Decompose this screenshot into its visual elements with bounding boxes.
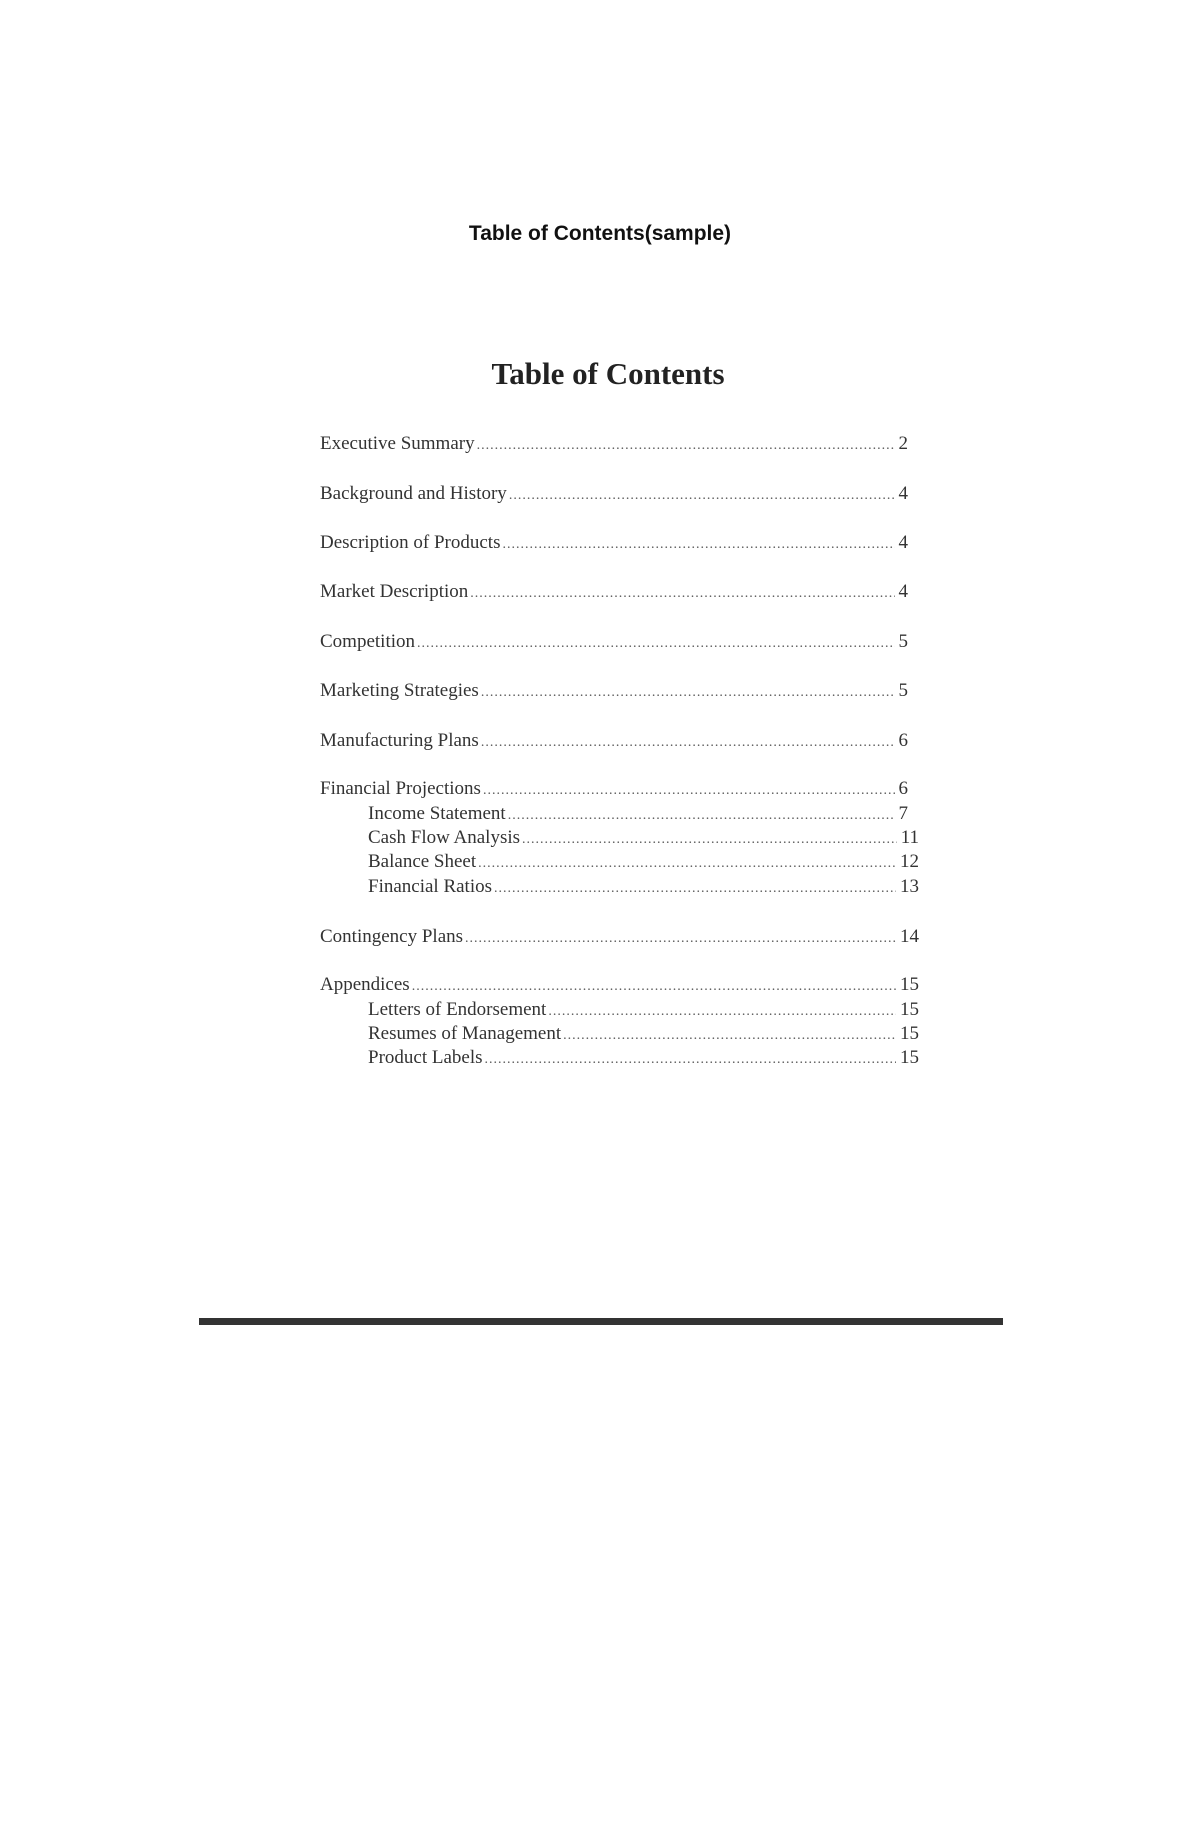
toc-entry-competition xyxy=(320,630,908,654)
toc-entry-page: 5 xyxy=(898,631,908,652)
horizontal-rule xyxy=(199,1318,1003,1325)
toc-entry-page: 4 xyxy=(898,532,908,553)
toc-entry-description-of-products xyxy=(320,531,908,555)
toc-title: Table of Contents xyxy=(491,356,725,391)
page-heading: Table of Contents(sample) xyxy=(468,222,732,245)
toc-dot-leader xyxy=(494,877,896,901)
toc-entry-label: Marketing Strategies xyxy=(320,680,479,701)
toc-entry-label: Financial Ratios xyxy=(368,876,493,897)
toc-entry-label: Appendices xyxy=(320,974,410,995)
toc-entry-page: 15 xyxy=(900,1023,919,1044)
toc-entry-page: 6 xyxy=(898,730,908,751)
toc-dot-leader xyxy=(548,1000,896,1024)
toc-entry-label: Letters of Endorsement xyxy=(368,999,547,1020)
toc-entry-label: Financial Projections xyxy=(320,778,481,799)
toc-entry-label: Competition xyxy=(320,631,415,652)
toc-entry-resumes-of-management xyxy=(368,1022,919,1046)
toc-entry-label: Balance Sheet xyxy=(368,851,477,872)
toc-entry-label: Description of Products xyxy=(320,532,501,553)
toc-entry-financial-projections xyxy=(320,777,908,801)
toc-entry-page: 2 xyxy=(898,433,908,454)
toc-entry-page: 15 xyxy=(900,1047,919,1068)
toc-dot-leader xyxy=(481,681,895,705)
toc-entry-market-description xyxy=(320,580,908,604)
toc-entry-label: Income Statement xyxy=(368,803,506,824)
toc-dot-leader xyxy=(465,927,896,951)
toc-entry-letters-of-endorsement xyxy=(368,998,919,1022)
toc-entry-contingency-plans xyxy=(320,925,919,949)
toc-entry-financial-ratios xyxy=(368,875,919,899)
toc-entry-appendices xyxy=(320,973,919,997)
toc-dot-leader xyxy=(485,1048,896,1072)
toc-entry-page: 4 xyxy=(898,581,908,602)
toc-entry-page: 13 xyxy=(900,876,919,897)
toc-dot-leader xyxy=(508,804,895,828)
toc-dot-leader xyxy=(477,434,895,458)
toc-dot-leader xyxy=(478,852,896,876)
toc-dot-leader xyxy=(509,484,895,508)
toc-entry-page: 7 xyxy=(898,803,908,824)
toc-entry-balance-sheet xyxy=(368,850,919,874)
toc-entry-manufacturing-plans xyxy=(320,729,908,753)
toc-dot-leader xyxy=(470,582,894,606)
toc-entry-product-labels xyxy=(368,1046,919,1070)
toc-dot-leader xyxy=(417,632,895,656)
toc-entry-label: Background and History xyxy=(320,483,507,504)
toc-entry-page: 4 xyxy=(898,483,908,504)
toc-dot-leader xyxy=(481,731,895,755)
toc-entry-background-and-history xyxy=(320,482,908,506)
toc-entry-label: Manufacturing Plans xyxy=(320,730,479,751)
toc-entry-page: 6 xyxy=(898,778,908,799)
toc-entry-income-statement xyxy=(368,802,908,826)
toc-dot-leader xyxy=(563,1024,896,1048)
toc-entry-page: 15 xyxy=(900,974,919,995)
toc-entry-label: Product Labels xyxy=(368,1047,483,1068)
toc-entry-page: 12 xyxy=(900,851,919,872)
toc-entry-label: Resumes of Management xyxy=(368,1023,562,1044)
toc-entry-marketing-strategies xyxy=(320,679,908,703)
toc-entry-executive-summary xyxy=(320,432,908,456)
toc-entry-page: 15 xyxy=(900,999,919,1020)
toc-entry-label: Executive Summary xyxy=(320,433,475,454)
toc-entry-cash-flow-analysis xyxy=(368,826,919,850)
toc-dot-leader xyxy=(502,533,894,557)
toc-dot-leader xyxy=(522,828,897,852)
toc-dot-leader xyxy=(483,779,895,803)
toc-dot-leader xyxy=(412,975,896,999)
toc-entry-page: 14 xyxy=(900,926,919,947)
toc-entry-label: Contingency Plans xyxy=(320,926,464,947)
toc-entry-page: 11 xyxy=(900,827,919,848)
toc-entry-page: 5 xyxy=(898,680,908,701)
toc-entry-label: Cash Flow Analysis xyxy=(368,827,521,848)
toc-entry-label: Market Description xyxy=(320,581,469,602)
